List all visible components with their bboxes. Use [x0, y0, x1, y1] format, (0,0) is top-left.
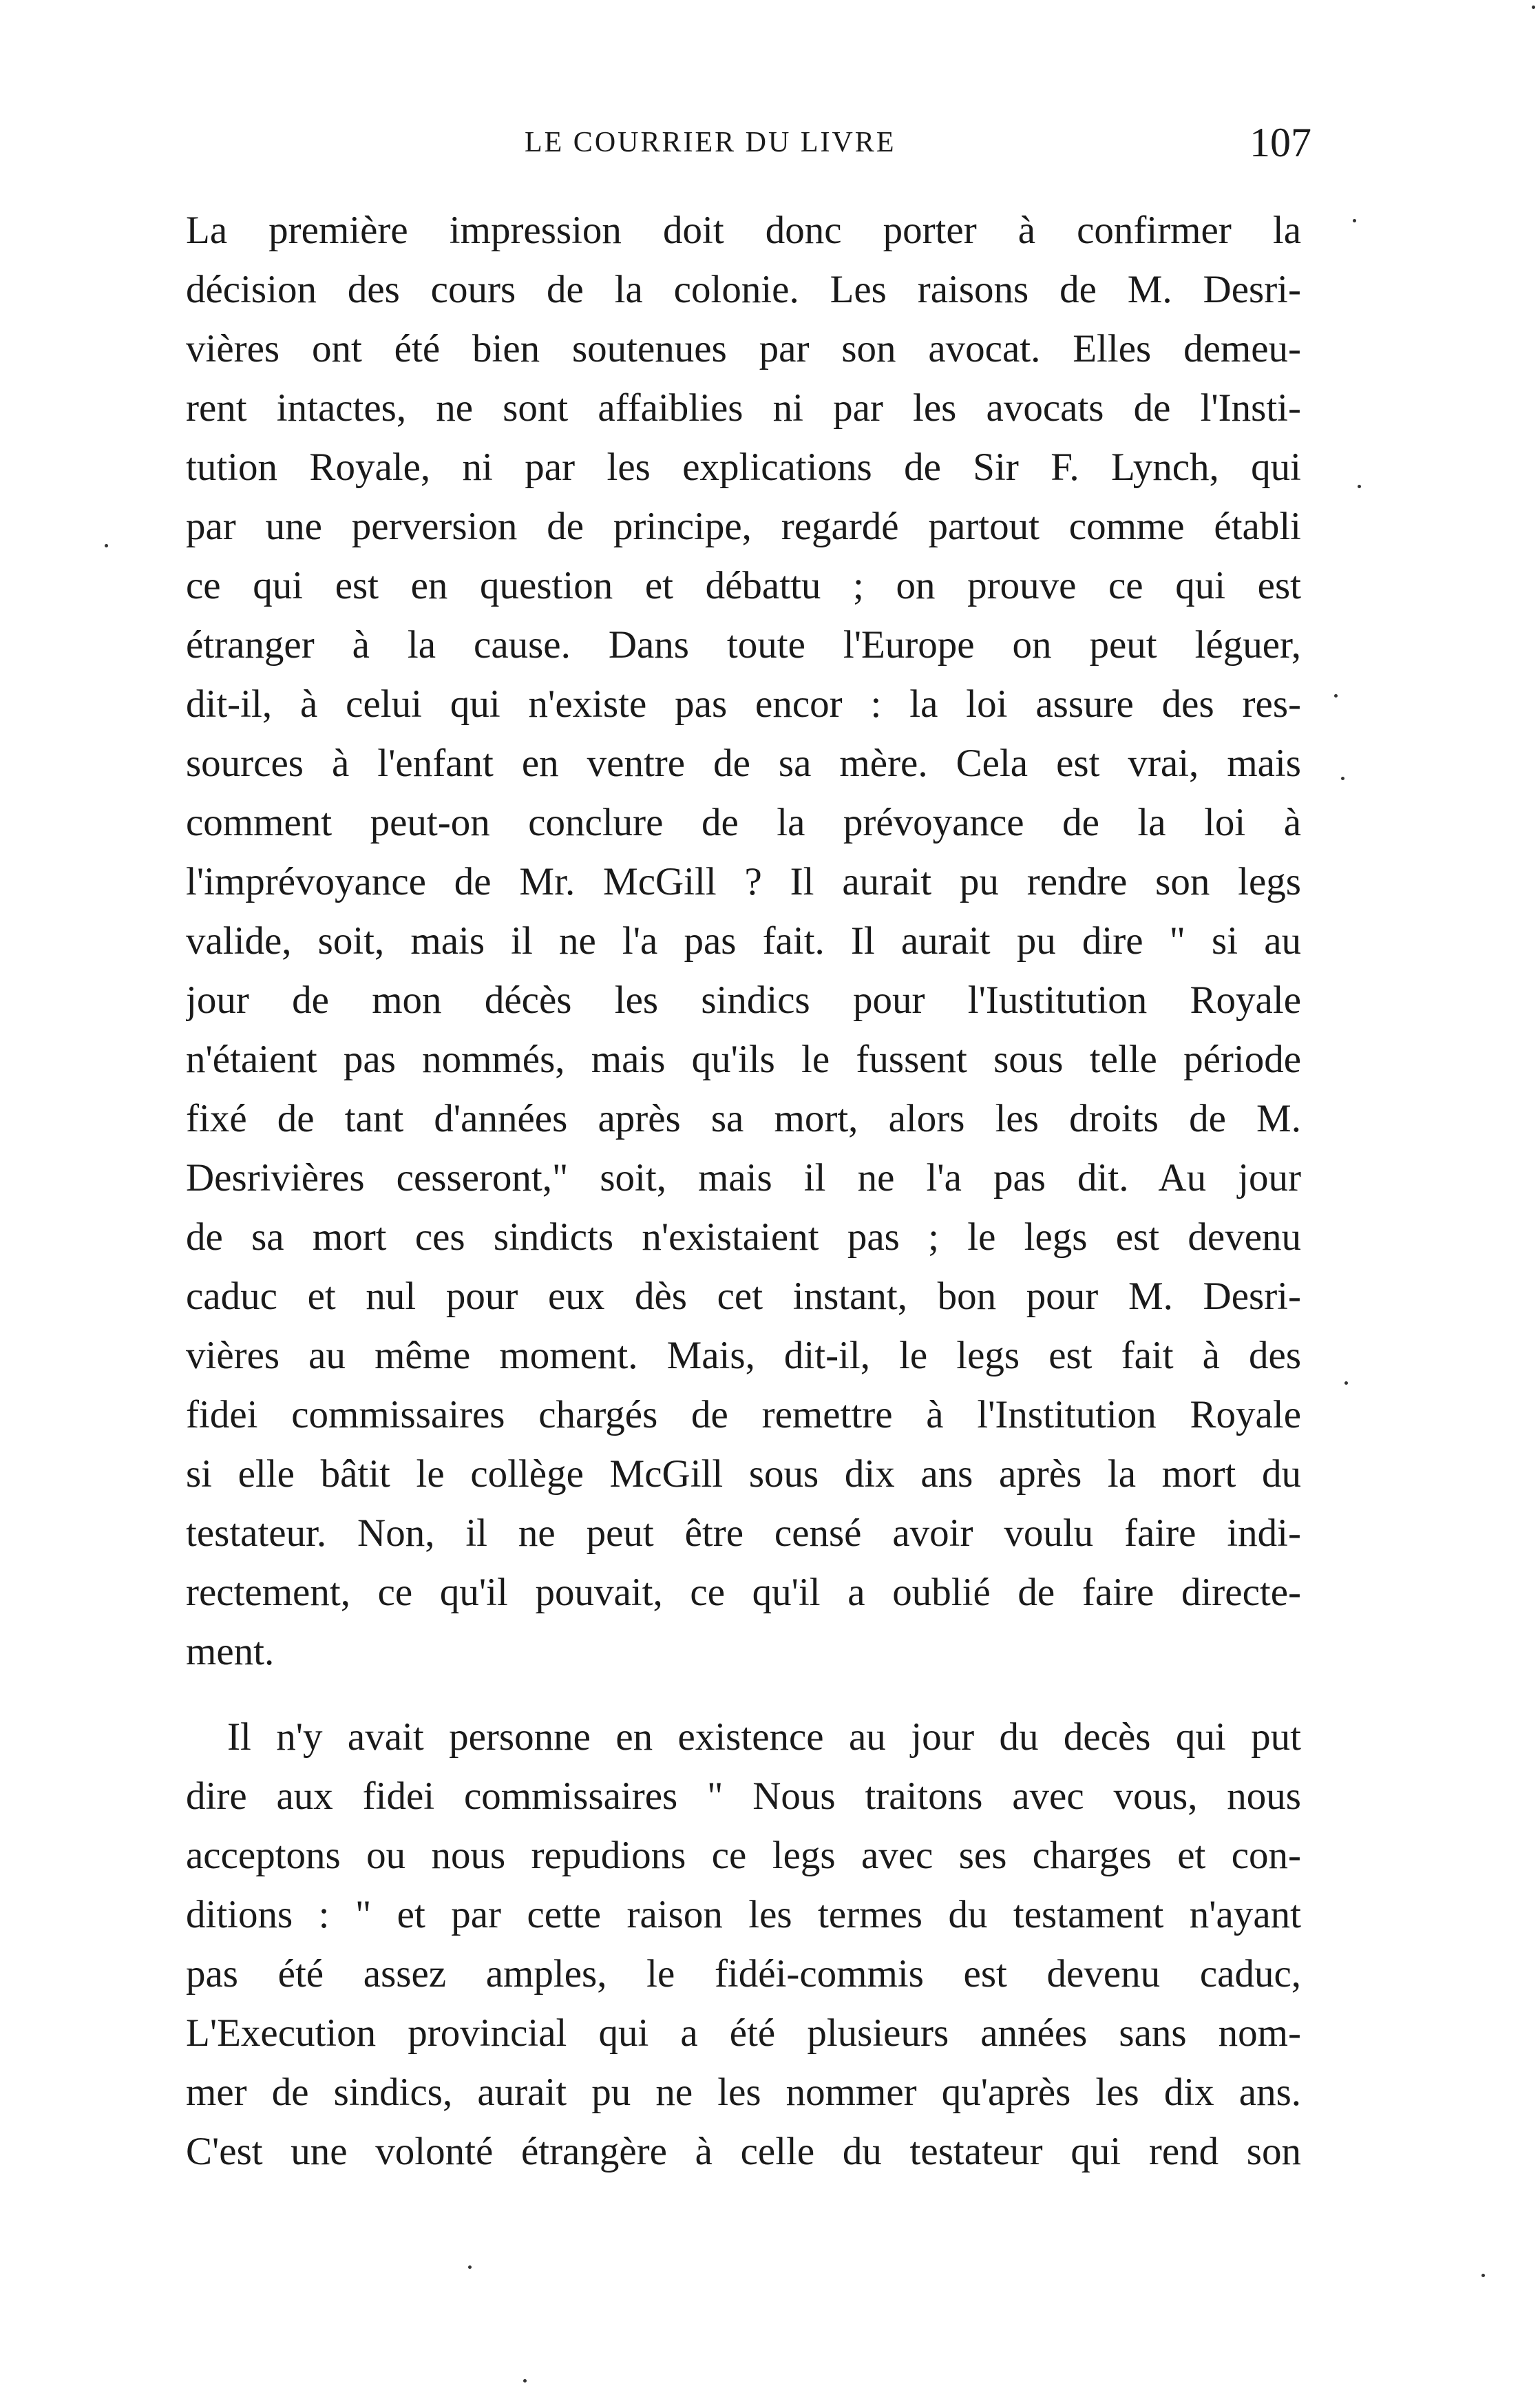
text-line: L'Execution provincial qui a été plusieurs années sans nom- — [186, 2011, 1301, 2055]
scan-speck — [1358, 485, 1361, 488]
text-line: testateur. Non, il ne peut être censé avoir voulu faire indi- — [186, 1511, 1301, 1555]
scan-speck — [523, 2379, 527, 2383]
text-line: vières ont été bien soutenues par son avocat. Elles demeu- — [186, 327, 1301, 370]
text-line: fixé de tant d'années après sa mort, alors les droits de M. — [186, 1097, 1301, 1140]
text-line: dire aux fidei commissaires " Nous traitons avec vous, nous — [186, 1774, 1301, 1818]
text-line: n'étaient pas nommés, mais qu'ils le fussent sous telle période — [186, 1038, 1301, 1081]
text-line: Il n'y avait personne en existence au jour du decès qui put — [227, 1715, 1301, 1759]
text-line: décision des cours de la colonie. Les raisons de M. Desri- — [186, 268, 1301, 311]
text-line: acceptons ou nous repudions ce legs avec ses charges et con- — [186, 1834, 1301, 1877]
text-line: de sa mort ces sindicts n'existaient pas ; le legs est devenu — [186, 1215, 1301, 1259]
text-line: par une perversion de principe, regardé partout comme établi — [186, 505, 1301, 548]
text-line: ment. — [186, 1630, 275, 1673]
scan-speck — [105, 544, 108, 547]
scan-speck — [1532, 6, 1535, 9]
scan-speck — [1341, 777, 1344, 780]
text-line: rectement, ce qu'il pouvait, ce qu'il a oublié de faire directe- — [186, 1571, 1301, 1614]
text-line: C'est une volonté étrangère à celle du testateur qui rend son — [186, 2130, 1301, 2173]
text-line: fidei commissaires chargés de remettre à l'Institution Royale — [186, 1393, 1301, 1436]
text-line: comment peut-on conclure de la prévoyance de la loi à — [186, 801, 1301, 844]
text-line: ditions : " et par cette raison les termes du testament n'ayant — [186, 1893, 1301, 1936]
text-line: sources à l'enfant en ventre de sa mère. Cela est vrai, mais — [186, 742, 1301, 785]
text-line: étranger à la cause. Dans toute l'Europe on peut léguer, — [186, 623, 1301, 667]
text-line: dit-il, à celui qui n'existe pas encor : la loi assure des res- — [186, 682, 1301, 726]
scan-speck — [1334, 694, 1338, 698]
scan-speck — [1481, 2274, 1485, 2277]
text-line: l'imprévoyance de Mr. McGill ? Il aurait pu rendre son legs — [186, 860, 1301, 903]
text-line: valide, soit, mais il ne l'a pas fait. Il aurait pu dire " si au — [186, 919, 1301, 963]
scan-speck — [1344, 1381, 1348, 1385]
text-line: caduc et nul pour eux dès cet instant, bon pour M. Desri- — [186, 1275, 1301, 1318]
text-line: vières au même moment. Mais, dit-il, le legs est fait à des — [186, 1334, 1301, 1377]
text-line: tution Royale, ni par les explications de Sir F. Lynch, qui — [186, 446, 1301, 489]
text-line: rent intactes, ne sont affaiblies ni par les avocats de l'Insti- — [186, 386, 1301, 430]
text-line: mer de sindics, aurait pu ne les nommer qu'après les dix ans. — [186, 2071, 1301, 2114]
text-line: Desrivières cesseront," soit, mais il ne l'a pas dit. Au jour — [186, 1156, 1301, 1200]
scan-speck — [1353, 219, 1356, 222]
page-number: 107 — [1249, 120, 1311, 165]
text-line: si elle bâtit le collège McGill sous dix ans après la mort du — [186, 1452, 1301, 1496]
paragraph-1 — [186, 201, 1301, 1682]
running-title: LE COURRIER DU LIVRE — [525, 127, 896, 158]
text-line: pas été assez amples, le fidéi-commis est devenu caduc, — [186, 1952, 1301, 1996]
scan-speck — [468, 2265, 472, 2269]
text-line: jour de mon décès les sindics pour l'Iustitution Royale — [186, 978, 1301, 1022]
text-line: ce qui est en question et débattu ; on prouve ce qui est — [186, 564, 1301, 607]
text-line: La première impression doit donc porter à confirmer la — [186, 209, 1301, 252]
paragraph-2 — [186, 1708, 1301, 2181]
